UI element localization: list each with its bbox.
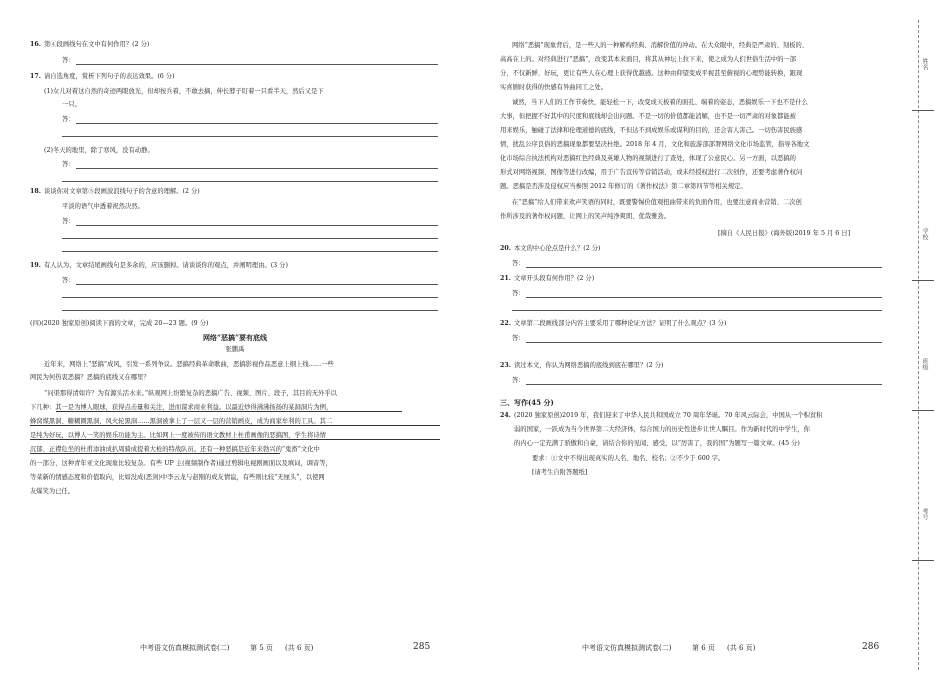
left-page [0,0,470,687]
q20-number: 20. [500,245,511,252]
q17-sentence2: (2)冬天的地里，除了寒风，没有动静。 [44,147,154,154]
article-p5-line1: 在“恶搞”给人们带来欢声笑语的同时，既要警惕价值观扭曲带来的负面作用，也要注意商业营销、二次创 [512,199,802,206]
underline-mark-1 [56,411,402,412]
q17-answer2-line2[interactable] [62,181,438,182]
q24-line2: 弱的国家，一跃成为当今世界第二大经济体，综合国力的历史性进步让世人瞩目。作为新时代的中学生，你 [514,426,810,433]
q21-text: 文章开头段有何作用？(2 分) [514,275,595,282]
section3-header: 三、写作(45 分) [500,398,554,407]
q16-number: 16. [30,41,41,48]
article-p4-line6: 形式对网络视频、图像等进行改编，用于广告宣传等营销活动，或未经授权进行二次创作，还要考虑著作权问 [500,169,803,176]
q19-answer-line3[interactable] [62,310,438,311]
article-p3-line3: 分，不仅新鲜、好玩，更让有些人在心理上获得优越感。这种由仰望变成平视甚至俯视的心理势能转换，跟现 [500,70,803,77]
article-p2-line2: 下几种：其一是为博人眼球，获得点击量和关注，进而谋求商业利益。以最近炒得沸沸扬扬的某洞洞片为例， [30,404,333,411]
q18-number: 18. [30,188,41,195]
left-page-number: 285 [413,642,431,652]
q20-text: 本文的中心论点是什么？(2 分) [514,245,601,252]
q17-text: 请自选角度，赏析下列句子的表达效果。(6 分) [44,73,175,80]
binding-dashed-line [918,20,919,670]
margin-label-exam-number: 考号 [921,508,928,520]
right-footer-total: (共 6 页) [727,644,756,652]
q22-number: 22. [500,320,511,327]
margin-fill-line-name[interactable] [912,110,934,111]
q17-number: 17. [30,73,41,80]
left-footer-total: (共 6 页) [285,644,314,652]
q17-sentence1: (1)女儿对着这自然的奇迹两眼放光，但却按兵着，不敢去摘，伸长脖子盯着一只看半天，然后又是下 [44,88,324,95]
q17-answer2-line[interactable] [76,168,438,169]
q17-answer1-line2[interactable] [62,136,438,137]
margin-fill-line-class[interactable] [912,410,934,411]
q21-answer-line[interactable] [526,297,882,298]
article-author: 张鹏禹 [225,346,245,353]
q22-answer-label: 答： [512,335,525,342]
q21-answer-line2[interactable] [512,310,882,311]
article-p1-line2: 网民为何热衷恶搞？恶搞的底线又在哪里？ [30,374,150,381]
q17-answer1-line[interactable] [76,123,438,124]
q19-answer-line[interactable] [76,284,438,285]
q18-quote: 平淡的语气中透着祝然决然。 [62,203,144,210]
article-title: 网络“恶搞”要有底线 [202,333,268,342]
article-p4-line7: 题。恶搞是否涉及侵权应当参照 2012 年修订的《著作权法》第二章第四节等相关规定。 [500,183,747,190]
q21-number: 21. [500,275,511,282]
q18-answer-line3[interactable] [62,251,438,252]
q18-text: 谈谈你对文章第⑤段画波浪线句子的含意的理解。(2 分) [44,188,200,195]
q18-answer-line[interactable] [76,225,438,226]
article-p2-line1: “问渠那得清如许？为有源头活水来。”纵观网上纷繁复杂的恶搞广告、视频、图片、段子，其目的无外乎以 [44,390,337,397]
q24-line1: (2020 独家原创)2019 年，我们迎来了中华人民共和国成立 70 周年华诞。70 年风云际会，中国从一个积贫积 [514,412,823,419]
article-p2-line7: 等菜新的情感态度和价值取向，比如没成(恶剑)中李云龙与赵刚的成友情谊，有些则比较“无厘头”，以使网 [30,474,325,481]
article-p2-line6: 的一部分，这种青年亚文化现象比较复杂。有些 UP 主(视频制作者)通过剪辑电视剧画面以及填词，调音等， [30,460,332,467]
right-footer-title: 中考语文仿真模拟测试卷(二) [582,644,672,652]
article-p2-line3: 蜂窝煤黑洞、糖糊圈黑洞、风火轮黑洞……黑洞被拿上了一层又一层的营销画皮，成为商家牟利的工具。其二 [30,418,333,425]
article-p2-line8: 友爆笑为已任。 [30,488,75,495]
underline-mark-4 [30,453,280,454]
q20-answer-line[interactable] [526,267,882,268]
article-p4-line5: 化市场综合执法机构对恶搞红色经典及英雄人物的视频进行了查处，体现了公意民心。另一方面，以恶搞的 [500,155,796,162]
q23-text: 读过本文，你认为网络恶搞的底线到底在哪里？(2 分) [514,362,664,369]
q16-text: 第④段画线句在文中有何作用？(2 分) [44,41,150,48]
article-p2-line4: 是纯为好玩，以博人一笑的娱乐功能为主。比如网上一度被传的语文教材上杜甫画像的恶搞图，学生将诗情 [30,432,326,439]
right-page [470,0,910,687]
q19-number: 19. [30,262,41,269]
q23-number: 23. [500,362,511,369]
margin-label-class: 班级 [921,358,928,370]
margin-fill-line-exam-number[interactable] [912,560,934,561]
article-p2-line5: 沉郁、正襟危坐的杜甫添油成扒周骑成提着大枪的特战队员。还有一种恶搞是近年来勃兴的“鬼畜”文化中 [30,446,320,453]
article-p1-line1: 近年来，网络上“恶搞”成风，引发一系列争议。恶搞经典革命歌曲，恶搞影视作品恶意上纲上线……一些 [44,361,334,368]
q17-answer1-label: 答： [62,116,75,123]
margin-label-school: 学校 [921,228,928,240]
q24-line3: 的内心一定充满了骄傲和自豪，请结合你的见闻、感受，以“厉害了，我的国”为题写一篇文章。(45 分) [514,440,800,447]
q24-number: 24. [500,412,511,419]
section4-header: (四)(2020 独家原创)阅读下面的文章，完成 20—23 题。(9 分) [30,320,209,327]
article-p4-line2: 大事，但把握不好其中的尺度和底线却会出问题。不是一切的价值都能消解，也不是一切严肃的对象都能被 [500,113,796,120]
article-p3-line2: 高高在上的。对经典进行“恶搞”，改变其本来面目，将其从神坛上拉下来，使之成为人们世俗生活中的一部 [500,56,797,63]
q19-text: 有人认为，文章结尾画线句是多余的，应该删掉。请谈谈你的观点，并阐明理由。(3 分) [44,262,288,269]
article-p4-line1: 诚然，当下人们的工作节奏快，能轻松一下，改变成天板着的面孔、端着的姿态，恶搞娱乐一下也不是什么 [512,99,808,106]
q21-answer-label: 答： [512,290,525,297]
article-p4-line4: 情，扰乱公序良俗的恶搞现象都要坚决杜绝。2018 年 4 月，文化和旅游部部署网络文化市场监管，指导各地文 [500,141,810,148]
article-p3-line1: 网络“恶搞”现象背后，是一些人的一种解构经典、消解价值的冲动。在大众眼中，经典是严肃的、刻板的、 [512,42,809,49]
q16-answer-label: 答： [62,57,75,64]
left-footer-title: 中考语文仿真模拟测试卷(二) [140,644,230,652]
q19-answer-label: 答： [62,277,75,284]
q16-answer-line[interactable] [76,64,438,65]
article-p3-line4: 实喜剧时获得的快感有异曲同工之处。 [500,84,608,91]
q17-answer2-label: 答： [62,161,75,168]
binding-margin [910,0,950,687]
q20-answer-label: 答： [512,260,525,267]
margin-label-name: 姓名 [921,58,928,70]
right-footer-page: 第 6 页 [692,644,715,652]
q17-sentence1-cont: 一只。 [62,101,81,108]
q23-answer-label: 答： [512,377,525,384]
underline-mark-2 [30,425,440,426]
article-source: [摘自《人民日报》(海外版)2019 年 5 月 6 日] [718,230,851,237]
q19-answer-line2[interactable] [62,297,438,298]
left-footer-page: 第 5 页 [250,644,273,652]
q22-text: 文章第二段画线部分内容主要采用了哪种论证方法？证明了什么观点？(3 分) [514,320,727,327]
q24-note: [请考生自附答题纸] [532,469,588,476]
article-p4-line3: 用来娱乐，触碰了法律和伦理道德的底线，不但达不到成娱乐或谋利的目的，还会害人害己。一切伤害民族感 [500,127,803,134]
q23-answer-line[interactable] [526,384,882,385]
q24-requirements: 要求：①文中不得出现真实的人名、地名、校名；②不少于 600 字。 [532,455,725,462]
q22-answer-line[interactable] [526,342,882,343]
margin-fill-line-school[interactable] [912,280,934,281]
underline-mark-3 [30,439,440,440]
q18-answer-line2[interactable] [62,238,438,239]
q18-answer-label: 答： [62,218,75,225]
right-page-number: 286 [862,642,880,652]
article-p5-line2: 作所涉及的著作权问题，让网上的笑声纯净爽朗、优哉雅劲。 [500,213,671,220]
